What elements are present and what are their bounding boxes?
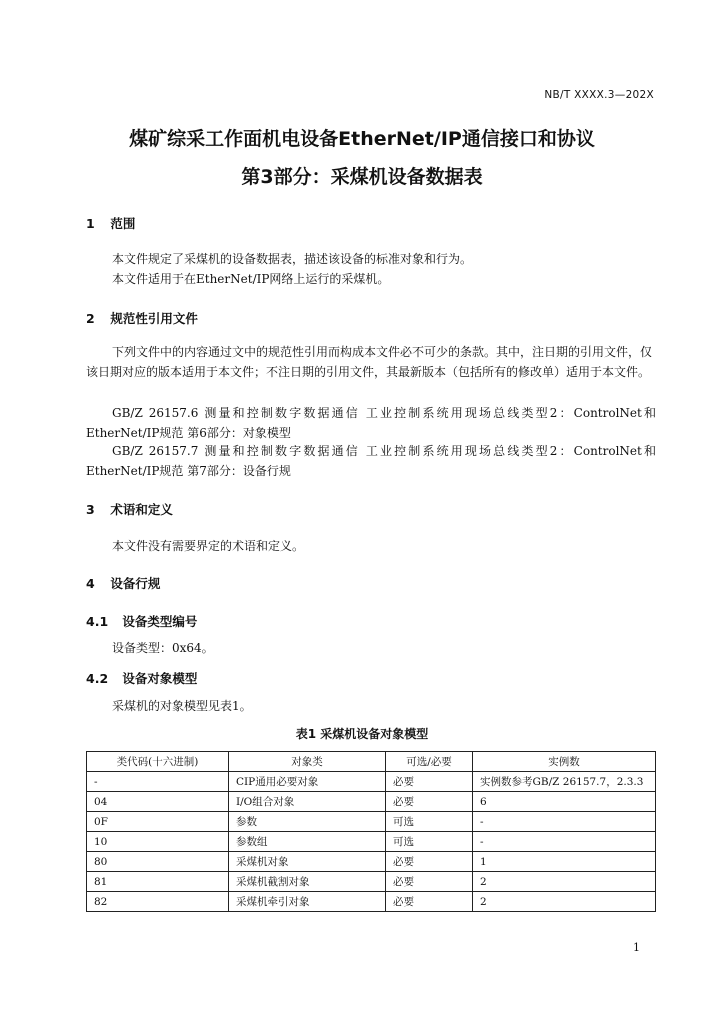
section-1-number: 1 xyxy=(86,216,95,231)
table-header-optional-required: 可选/必要 xyxy=(386,752,473,772)
table-cell: 实例数参考GB/Z 26157.7，2.3.3 xyxy=(473,772,656,792)
section-4-number: 4 xyxy=(86,576,95,591)
table-cell: I/O组合对象 xyxy=(229,792,386,812)
section-2-number: 2 xyxy=(86,311,95,326)
table-cell: 2 xyxy=(473,872,656,892)
table-header-row xyxy=(87,752,656,772)
table-cell: - xyxy=(87,772,229,792)
table-cell: 必要 xyxy=(386,892,473,912)
section-3-heading xyxy=(86,500,173,518)
table-cell: CIP通用必要对象 xyxy=(229,772,386,792)
section-3-paragraph: 本文件没有需要界定的术语和定义。 xyxy=(112,539,305,553)
section-1-title: 范围 xyxy=(110,216,136,231)
table-cell: 可选 xyxy=(386,812,473,832)
table-header-object-class: 对象类 xyxy=(229,752,386,772)
table-cell: 2 xyxy=(473,892,656,912)
table-cell: 参数 xyxy=(229,812,386,832)
table-cell: - xyxy=(473,832,656,852)
section-2-title: 规范性引用文件 xyxy=(110,311,198,326)
table-row xyxy=(87,832,656,852)
section-4-1-paragraph: 设备类型：0x64。 xyxy=(112,641,214,655)
table-row xyxy=(87,792,656,812)
section-1-heading xyxy=(86,214,135,232)
section-4-2-title: 设备对象模型 xyxy=(122,671,198,686)
table-cell: 参数组 xyxy=(229,832,386,852)
section-1-paragraph-2: 本文件适用于在EtherNet/IP网络上运行的采煤机。 xyxy=(112,272,390,286)
section-4-1-heading xyxy=(86,612,197,630)
reference-gbz-26157-7: GB/Z 26157.7 测量和控制数字数据通信 工业控制系统用现场总线类型2：ControlNet和EtherNet/IP规范 第7部分：设备行规 xyxy=(86,444,656,478)
table-header-class-code: 类代码(十六进制) xyxy=(87,752,229,772)
section-2-heading xyxy=(86,309,198,327)
section-3-title: 术语和定义 xyxy=(110,502,173,517)
section-4-2-heading xyxy=(86,669,197,687)
table-title: 表1 采煤机设备对象模型 xyxy=(295,727,429,741)
table-cell: 必要 xyxy=(386,872,473,892)
document-title: 煤矿综采工作面机电设备EtherNet/IP通信接口和协议 xyxy=(129,128,595,150)
document-code: NB/T XXXX.3—202X xyxy=(544,89,654,101)
table-cell: 必要 xyxy=(386,852,473,872)
table-row xyxy=(87,892,656,912)
table-cell: 04 xyxy=(87,792,229,812)
table-row xyxy=(87,812,656,832)
reference-gbz-26157-6: GB/Z 26157.6 测量和控制数字数据通信 工业控制系统用现场总线类型2：ControlNet和EtherNet/IP规范 第6部分：对象模型 xyxy=(86,406,656,440)
section-4-heading xyxy=(86,574,160,592)
section-4-2-number: 4.2 xyxy=(86,671,109,686)
table-cell: 6 xyxy=(473,792,656,812)
table-cell: 必要 xyxy=(386,792,473,812)
document-subtitle: 第3部分：采煤机设备数据表 xyxy=(241,166,483,188)
object-model-table xyxy=(86,751,656,912)
table-cell: 采煤机截割对象 xyxy=(229,872,386,892)
table-row xyxy=(87,772,656,792)
page-number: 1 xyxy=(633,941,640,954)
table-cell: - xyxy=(473,812,656,832)
section-1-paragraph-1: 本文件规定了采煤机的设备数据表，描述该设备的标准对象和行为。 xyxy=(112,252,473,266)
table-cell: 82 xyxy=(87,892,229,912)
table-cell: 10 xyxy=(87,832,229,852)
table-cell: 1 xyxy=(473,852,656,872)
section-3-number: 3 xyxy=(86,502,95,517)
table-header-instance-count: 实例数 xyxy=(473,752,656,772)
section-4-title: 设备行规 xyxy=(110,576,161,591)
section-4-2-paragraph: 采煤机的对象模型见表1。 xyxy=(112,699,252,713)
table-cell: 81 xyxy=(87,872,229,892)
table-cell: 必要 xyxy=(386,772,473,792)
table-cell: 采煤机牵引对象 xyxy=(229,892,386,912)
table-row xyxy=(87,872,656,892)
section-4-1-title: 设备类型编号 xyxy=(122,614,198,629)
table-cell: 可选 xyxy=(386,832,473,852)
section-4-1-number: 4.1 xyxy=(86,614,109,629)
table-cell: 0F xyxy=(87,812,229,832)
section-2-intro: 下列文件中的内容通过文中的规范性引用而构成本文件必不可少的条款。其中，注日期的引用文件，仅该日期对应的版本适用于本文件；不注日期的引用文件，其最新版本（包括所有的修改单）适用于本文件。 xyxy=(86,345,653,379)
table-cell: 采煤机对象 xyxy=(229,852,386,872)
table-row xyxy=(87,852,656,872)
table-cell: 80 xyxy=(87,852,229,872)
